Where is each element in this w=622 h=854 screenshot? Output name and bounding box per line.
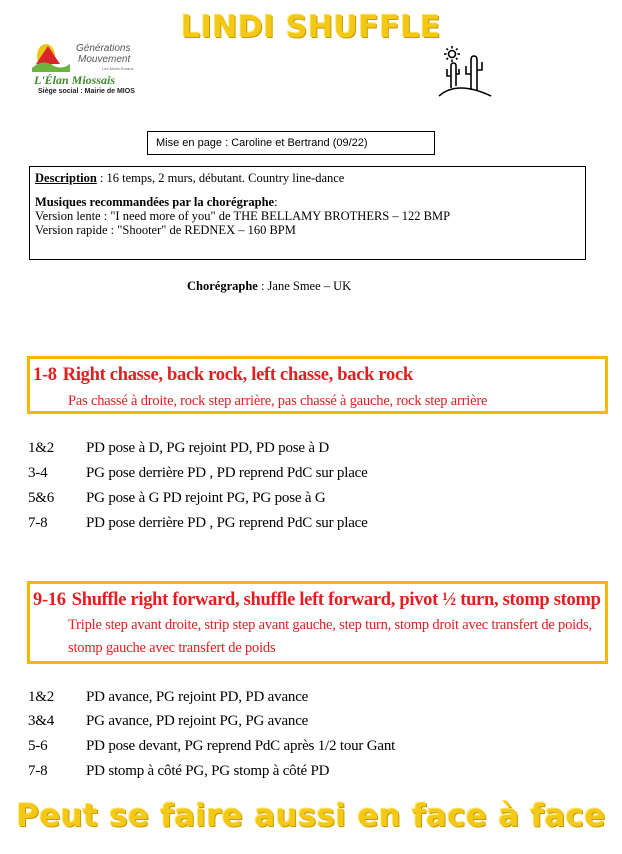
step-text: PG pose à G PD rejoint PG, PG pose à G <box>86 490 326 506</box>
description-label: Description <box>35 171 97 185</box>
logo-line2: Mouvement <box>78 54 131 65</box>
section-1-subtitle: Pas chassé à droite, rock step arrière, pas chassé à gauche, rock step arrière <box>68 393 488 409</box>
section-2-box <box>27 581 608 664</box>
layout-credit: Mise en page : Caroline et Bertrand (09/22) <box>147 131 435 155</box>
section-1-counts: 1-8 <box>33 365 57 385</box>
step-row <box>28 515 368 532</box>
step-text: PD stomp à côté PG, PG stomp à côté PD <box>86 763 330 779</box>
description-box <box>29 166 586 260</box>
step-count: 7-8 <box>28 515 48 531</box>
step-text: PG pose derrière PD , PD reprend PdC sur place <box>86 465 368 481</box>
step-count: 7-8 <box>28 763 48 779</box>
footer-note: Peut se faire aussi en face à face <box>16 798 606 834</box>
step-text: PD pose derrière PD , PG reprend PdC sur place <box>86 515 368 531</box>
music-heading-colon: : <box>274 195 278 209</box>
step-text: PD pose à D, PG rejoint PD, PD pose à D <box>86 440 330 456</box>
step-count: 5&6 <box>28 490 55 506</box>
section-1-title <box>33 365 413 386</box>
step-text: PG avance, PD rejoint PG, PG avance <box>86 713 309 729</box>
step-count: 1&2 <box>28 440 55 456</box>
logo-script: L'Élan Miossais <box>34 73 116 87</box>
logo-seat: Siège social : Mairie de MIOS <box>38 88 135 95</box>
step-row <box>28 713 308 730</box>
step-count: 3&4 <box>28 713 55 729</box>
step-row <box>28 689 308 706</box>
choreographer <box>187 279 351 294</box>
logo-sub: Les Aînés Ruraux <box>102 66 134 71</box>
step-row <box>28 738 395 755</box>
step-count: 1&2 <box>28 689 55 705</box>
section-2-counts: 9-16 <box>33 590 66 610</box>
section-1-box <box>27 356 608 414</box>
step-row <box>28 465 368 482</box>
step-count: 5-6 <box>28 738 48 754</box>
section-2-title <box>33 590 601 611</box>
choreographer-label: Chorégraphe <box>187 279 258 293</box>
step-row <box>28 490 325 507</box>
choreographer-value: : Jane Smee – UK <box>257 279 352 293</box>
step-text: PD avance, PG rejoint PD, PD avance <box>86 689 309 705</box>
step-row <box>28 763 329 780</box>
section-1-name: Right chasse, back rock, left chasse, back rock <box>62 365 413 385</box>
section-2-name: Shuffle right forward, shuffle left forward, pivot ½ turn, stomp stomp <box>71 590 601 610</box>
description-line <box>35 171 580 185</box>
description-text: : 16 temps, 2 murs, débutant. Country line-dance <box>96 171 345 185</box>
cactus-sun-icon <box>437 44 493 98</box>
page-title: LINDI SHUFFLE <box>180 10 442 45</box>
section-2-subtitle-line1: Triple step avant droite, strip step avant gauche, step turn, stomp droit avec transfert de poids, <box>68 617 592 633</box>
section-2-subtitle-line2: stomp gauche avec transfert de poids <box>68 640 276 656</box>
step-text: PD pose devant, PG reprend PdC après 1/2 tour Gant <box>86 738 396 754</box>
music-heading-line <box>35 195 580 209</box>
music-fast: Version rapide : "Shooter" de REDNEX – 160 BPM <box>35 223 296 237</box>
music-heading: Musiques recommandées par la chorégraphe <box>35 195 275 209</box>
step-count: 3-4 <box>28 465 48 481</box>
step-row <box>28 440 329 457</box>
music-slow: Version lente : "I need more of you" de THE BELLAMY BROTHERS – 122 BMP <box>35 209 451 223</box>
logo-line1: Générations <box>76 43 131 54</box>
